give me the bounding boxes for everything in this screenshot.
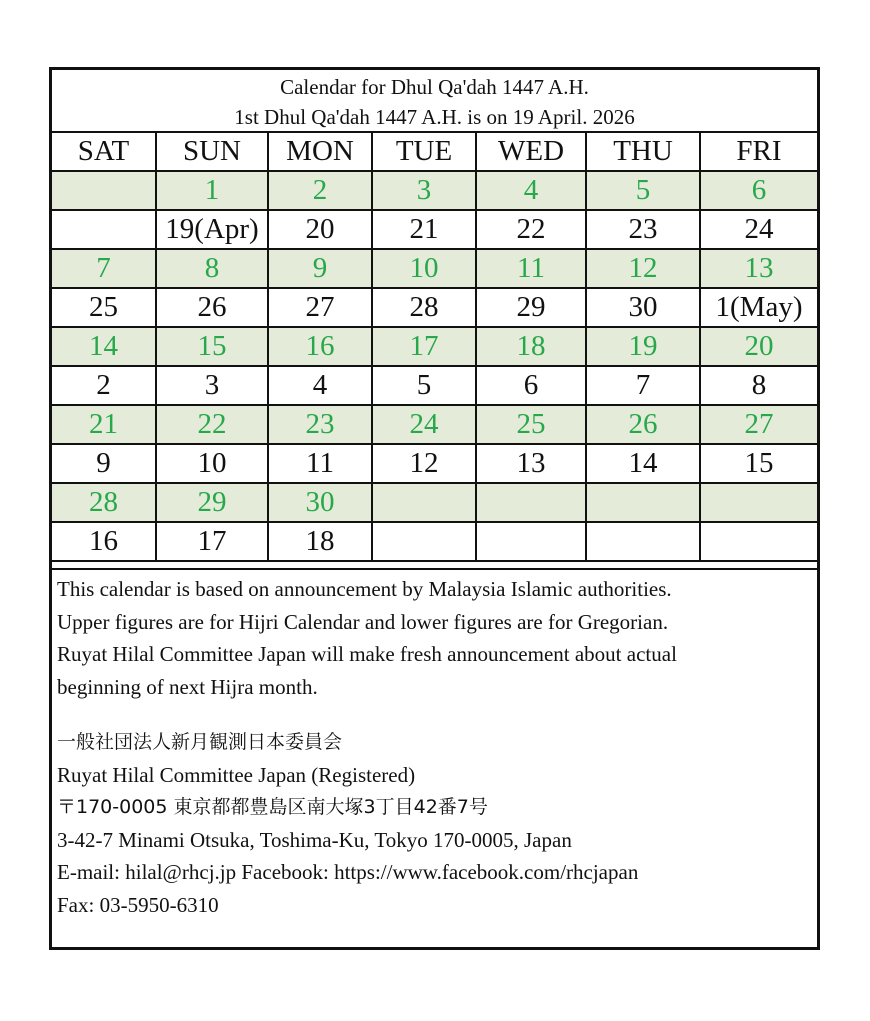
gregorian-day-cell: 7 — [586, 366, 700, 405]
weekday-thu: THU — [586, 133, 700, 171]
gregorian-day-cell: 6 — [476, 366, 586, 405]
gregorian-day-cell: 25 — [52, 288, 156, 327]
hijri-day-cell — [476, 483, 586, 522]
gregorian-day-cell: 29 — [476, 288, 586, 327]
weekday-header-row — [52, 133, 817, 171]
gregorian-day-cell: 24 — [700, 210, 817, 249]
calendar-frame — [49, 67, 820, 950]
note-line: Ruyat Hilal Committee Japan will make fresh announcement about actual — [57, 642, 677, 666]
hijri-row — [52, 249, 817, 288]
hijri-day-cell: 24 — [372, 405, 476, 444]
weekday-tue: TUE — [372, 133, 476, 171]
calendar-table — [52, 133, 817, 562]
hijri-day-cell: 11 — [476, 249, 586, 288]
hijri-day-cell: 13 — [700, 249, 817, 288]
gregorian-day-cell: 26 — [156, 288, 268, 327]
hijri-day-cell: 21 — [52, 405, 156, 444]
gregorian-day-cell: 20 — [268, 210, 372, 249]
gregorian-day-cell — [52, 210, 156, 249]
hijri-day-cell: 3 — [372, 171, 476, 210]
note-line: Upper figures are for Hijri Calendar and lower figures are for Gregorian. — [57, 609, 669, 634]
gregorian-day-cell: 16 — [52, 522, 156, 561]
address-jp: 〒170-0005 東京都都豊島区南大塚3丁目42番7号 — [57, 796, 488, 818]
organization-name-en: Ruyat Hilal Committee Japan (Registered) — [57, 762, 416, 787]
gregorian-day-cell: 21 — [372, 210, 476, 249]
hijri-day-cell: 10 — [372, 249, 476, 288]
hijri-day-cell: 2 — [268, 171, 372, 210]
hijri-day-cell: 30 — [268, 483, 372, 522]
weekday-sun: SUN — [156, 133, 268, 171]
hijri-day-cell: 26 — [586, 405, 700, 444]
gregorian-day-cell — [700, 522, 817, 561]
hijri-day-cell: 18 — [476, 327, 586, 366]
hijri-row — [52, 327, 817, 366]
hijri-row — [52, 483, 817, 522]
gregorian-day-cell: 28 — [372, 288, 476, 327]
note-line: This calendar is based on announcement by Malaysia Islamic authorities. — [57, 577, 672, 601]
calendar-title-block — [52, 70, 817, 133]
gregorian-row — [52, 210, 817, 249]
gregorian-day-cell: 13 — [476, 444, 586, 483]
gregorian-day-cell: 18 — [268, 522, 372, 561]
hijri-day-cell — [586, 483, 700, 522]
hijri-day-cell: 20 — [700, 327, 817, 366]
gregorian-day-cell: 23 — [586, 210, 700, 249]
hijri-day-cell: 5 — [586, 171, 700, 210]
gregorian-day-cell: 14 — [586, 444, 700, 483]
hijri-day-cell: 1 — [156, 171, 268, 210]
hijri-row — [52, 405, 817, 444]
hijri-day-cell — [700, 483, 817, 522]
hijri-day-cell: 28 — [52, 483, 156, 522]
hijri-day-cell: 23 — [268, 405, 372, 444]
hijri-day-cell: 22 — [156, 405, 268, 444]
hijri-day-cell: 14 — [52, 327, 156, 366]
fax-number: Fax: 03-5950-6310 — [57, 892, 219, 917]
gregorian-day-cell: 10 — [156, 444, 268, 483]
hijri-day-cell: 27 — [700, 405, 817, 444]
hijri-day-cell: 29 — [156, 483, 268, 522]
gregorian-day-cell: 30 — [586, 288, 700, 327]
hijri-day-cell — [372, 483, 476, 522]
organization-name-jp: 一般社団法人新月観測日本委員会 — [57, 731, 343, 753]
gregorian-day-cell: 9 — [52, 444, 156, 483]
notes-spacer — [57, 703, 817, 726]
hijri-day-cell: 7 — [52, 249, 156, 288]
weekday-mon: MON — [268, 133, 372, 171]
gregorian-row — [52, 522, 817, 561]
gregorian-day-cell: 22 — [476, 210, 586, 249]
gregorian-day-cell: 15 — [700, 444, 817, 483]
address-en: 3-42-7 Minami Otsuka, Toshima-Ku, Tokyo 170-0005, Japan — [57, 827, 572, 852]
hijri-day-cell: 25 — [476, 405, 586, 444]
hijri-day-cell: 15 — [156, 327, 268, 366]
calendar-title: Calendar for Dhul Qa'dah 1447 A.H. — [280, 75, 589, 99]
gregorian-day-cell — [372, 522, 476, 561]
gregorian-day-cell: 2 — [52, 366, 156, 405]
hijri-day-cell: 9 — [268, 249, 372, 288]
gregorian-day-cell — [586, 522, 700, 561]
hijri-day-cell: 4 — [476, 171, 586, 210]
hijri-day-cell: 12 — [586, 249, 700, 288]
weekday-sat: SAT — [52, 133, 156, 171]
note-line: beginning of next Hijra month. — [57, 674, 318, 699]
gregorian-day-cell: 27 — [268, 288, 372, 327]
notes-section — [52, 568, 817, 921]
gregorian-day-cell: 8 — [700, 366, 817, 405]
gregorian-day-cell: 19(Apr) — [156, 210, 268, 249]
gregorian-day-cell: 11 — [268, 444, 372, 483]
hijri-day-cell: 19 — [586, 327, 700, 366]
hijri-row — [52, 171, 817, 210]
weekday-fri: FRI — [700, 133, 817, 171]
gregorian-row — [52, 366, 817, 405]
hijri-day-cell: 16 — [268, 327, 372, 366]
hijri-day-cell — [52, 171, 156, 210]
gregorian-row — [52, 444, 817, 483]
gregorian-day-cell: 5 — [372, 366, 476, 405]
gregorian-day-cell: 4 — [268, 366, 372, 405]
hijri-day-cell: 6 — [700, 171, 817, 210]
gregorian-day-cell — [476, 522, 586, 561]
gregorian-row — [52, 288, 817, 327]
calendar-subtitle: 1st Dhul Qa'dah 1447 A.H. is on 19 April. 2026 — [234, 105, 635, 129]
contact-info: E-mail: hilal@rhcj.jp Facebook: https://www.facebook.com/rhcjapan — [57, 860, 639, 884]
gregorian-day-cell: 17 — [156, 522, 268, 561]
hijri-day-cell: 17 — [372, 327, 476, 366]
gregorian-day-cell: 12 — [372, 444, 476, 483]
hijri-day-cell: 8 — [156, 249, 268, 288]
gregorian-day-cell: 3 — [156, 366, 268, 405]
gregorian-day-cell: 1(May) — [700, 288, 817, 327]
weekday-wed: WED — [476, 133, 586, 171]
